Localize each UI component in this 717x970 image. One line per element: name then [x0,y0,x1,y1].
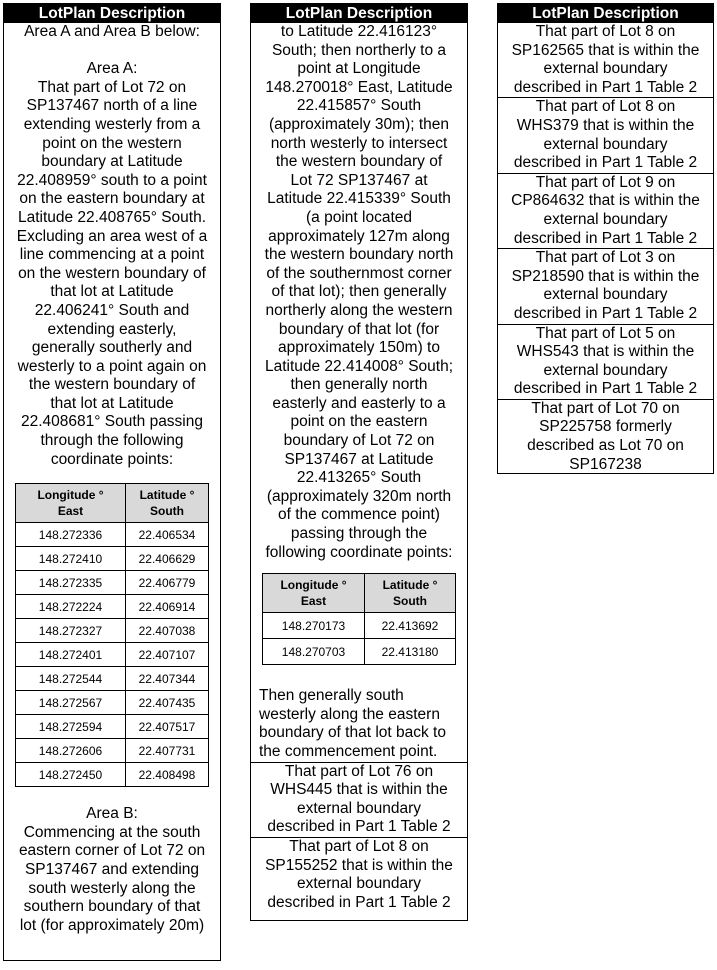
area-intro [4,23,220,469]
longitude-cell: 148.272450 [16,763,126,787]
text-line: described in Part 1 Table 2 [513,304,698,322]
text-line: Commencing at the south [23,823,201,841]
text-line: external boundary [543,210,668,228]
text-line: Excluding an area west of a [16,227,208,245]
area-b-continued-description [251,23,467,562]
text-line: That part of Lot 5 on [535,324,676,342]
table-row [263,639,456,665]
text-line: That part of Lot 72 on [37,78,187,96]
table-header-row [263,574,456,613]
text-line: the western boundary north [264,246,454,264]
text-line: easterly and easterly to a [272,394,446,412]
text-line: extending westerly from a [23,115,201,133]
lot-entry [498,324,713,399]
text-line: That part of Lot 3 on [535,249,676,267]
text-line: boundary at Latitude [41,153,183,171]
text-line: coordinate points: [50,450,174,468]
table-row [16,667,209,691]
text-line: then generally north [290,376,428,394]
text-line: SP155252 that is within the [265,856,453,874]
text-line: westerly to a point again on [17,357,207,375]
lot-entry [498,97,713,172]
table-row [16,547,209,571]
longitude-header: Longitude ° East [16,484,126,523]
text-line: SP137467 at Latitude [284,450,434,468]
text-line: That part of Lot 8 on [535,98,676,116]
latitude-cell: 22.407435 [126,691,209,715]
text-line: external boundary [296,875,422,893]
longitude-cell: 148.272594 [16,715,126,739]
text-line: northerly along the western [265,301,453,319]
lot-entry [498,399,713,474]
text-line: WHS543 that is within the [516,343,695,361]
text-line: south westerly along the [28,879,196,897]
lot-entry [251,763,467,837]
latitude-cell: 22.406629 [126,547,209,571]
table-header-row [16,484,209,523]
area-b-title: Area B: [86,805,138,823]
table-row [16,763,209,787]
lot-entry [498,23,713,97]
text-line: (approximately 320m north [266,487,452,505]
latitude-cell: 22.406534 [126,523,209,547]
text-line: (a point located [306,208,412,226]
latitude-cell: 22.408498 [126,763,209,787]
text-line: the commencement point. [259,743,438,760]
text-line: WHS379 that is within the [516,116,695,134]
lot-entry [498,248,713,323]
latitude-cell: 22.407038 [126,619,209,643]
column-header: LotPlan Description [4,4,220,23]
text-line: boundary of that lot (for [278,320,440,338]
text-line: Latitude 22.408765° South. [17,208,207,226]
longitude-cell: 148.272327 [16,619,126,643]
text-line: line commencing at a point [19,246,205,264]
latitude-header: Latitude ° South [365,574,456,613]
text-line: of that lot); then generally [271,283,447,301]
latitude-cell: 22.407107 [126,643,209,667]
latitude-cell: 22.413180 [365,639,456,665]
text-line: 22.408681° South passing [20,413,203,431]
table-row [16,595,209,619]
text-line: That part of Lot 8 on [535,23,676,40]
text-line: described in Part 1 Table 2 [267,893,451,911]
text-line: That part of Lot 9 on [535,173,676,191]
table-row [16,619,209,643]
text-line: SP225758 formerly [539,418,672,436]
text-line: external boundary [296,799,422,817]
text-line: passing through the [290,525,428,543]
text-line: Lot 72 SP137467 at [290,171,428,189]
text-line: CP864632 that is within the [511,192,700,210]
lotplan-column-2 [250,3,468,921]
text-line: on the eastern boundary at [19,190,205,208]
latitude-cell: 22.407517 [126,715,209,739]
table-row [16,691,209,715]
text-line: north westerly to intersect [270,134,448,152]
text-line: external boundary [543,286,668,304]
text-line: SP162565 that is within the [511,41,700,59]
longitude-cell: 148.272544 [16,667,126,691]
text-line: westerly along the eastern [259,705,440,723]
area-b-description [7,824,217,936]
latitude-cell: 22.406914 [126,595,209,619]
text-line: to Latitude 22.416123° [280,23,438,40]
text-line: Latitude 22.415339° South [267,190,451,208]
text-line: approximately 150m) to [278,339,440,357]
text-line: lot (for approximately 20m) [19,916,205,934]
lot-entry [498,173,713,248]
text-line: external boundary [543,60,668,78]
text-line: point at Longitude [297,60,421,78]
closing-description [251,687,467,761]
table-row [16,523,209,547]
latitude-header: Latitude ° South [126,484,209,523]
text-line: WHS445 that is within the [270,781,448,799]
text-line: following coordinate points: [265,543,453,561]
table-row [263,613,456,639]
latitude-cell: 22.406779 [126,571,209,595]
text-line: SP137467 and extending [24,861,200,879]
text-line: that lot at Latitude [50,394,174,412]
longitude-cell: 148.270703 [263,639,365,665]
table-row [16,643,209,667]
text-line: the western boundary of [275,153,443,171]
area-b-block [4,805,220,935]
text-line: that lot at Latitude [50,283,174,301]
text-line: boundary of that lot back to [259,724,446,742]
text-line: 22.406241° South and [34,301,190,319]
text-line: 22.413265° South [296,469,422,487]
area-a-coordinate-table [15,483,209,787]
text-line: point on the western [42,134,182,152]
table-row [16,739,209,763]
lotplan-column-1 [3,3,221,961]
text-line: boundary of Lot 72 on [283,432,435,450]
text-line: (approximately 30m); then [268,115,450,133]
text-line: described in Part 1 Table 2 [513,78,698,96]
area-a-description [7,79,217,469]
text-line: generally southerly and [31,339,193,357]
text-line: SP137467 north of a line [26,97,198,115]
text-line: 148.270018° East, Latitude [265,78,453,96]
text-line: described in Part 1 Table 2 [513,380,698,398]
text-line: of the southernmost corner [266,264,452,282]
text-line: That part of Lot 76 on [284,762,434,780]
intro-text: Area A and Area B below: [24,23,200,40]
longitude-header: Longitude ° East [263,574,365,613]
text-line: Then generally south [259,687,404,705]
text-line: 22.415857° South [296,97,422,115]
longitude-cell: 148.272410 [16,547,126,571]
text-line: described in Part 1 Table 2 [267,818,451,836]
text-line: described as Lot 70 on [527,437,684,455]
text-line: extending easterly, [47,320,177,338]
text-line: described in Part 1 Table 2 [513,229,698,247]
text-line: through the following [40,432,184,450]
lot-entry [251,837,467,912]
longitude-cell: 148.272401 [16,643,126,667]
text-line: eastern corner of Lot 72 on [18,842,206,860]
text-line: 22.408959° south to a point [17,171,207,189]
text-line: of the commence point) [278,506,440,524]
text-line: approximately 127m along [268,227,450,245]
text-line: external boundary [543,361,668,379]
area-b-coordinate-table [262,573,456,665]
text-line: Latitude 22.414008° South; [264,357,454,375]
text-line: external boundary [543,135,668,153]
area-a-title: Area A: [86,60,138,78]
lotplan-column-3 [497,3,714,474]
text-line: on the western boundary of [18,264,206,282]
column-header: LotPlan Description [251,4,467,23]
longitude-cell: 148.272567 [16,691,126,715]
text-line: the western boundary of [28,376,196,394]
text-line: SP167238 [569,455,642,473]
table-row [16,571,209,595]
text-line: southern boundary of that [23,898,201,916]
text-line: South; then northerly to a [271,41,447,59]
column-header: LotPlan Description [498,4,713,23]
text-line: That part of Lot 8 on [289,837,429,855]
text-line: That part of Lot 70 on [531,399,680,417]
latitude-cell: 22.413692 [365,613,456,639]
latitude-cell: 22.407344 [126,667,209,691]
text-line: described in Part 1 Table 2 [513,154,698,172]
text-line: SP218590 that is within the [511,267,700,285]
longitude-cell: 148.272224 [16,595,126,619]
longitude-cell: 148.272336 [16,523,126,547]
latitude-cell: 22.407731 [126,739,209,763]
text-line: point on the eastern [290,413,428,431]
longitude-cell: 148.272335 [16,571,126,595]
longitude-cell: 148.272606 [16,739,126,763]
table-row [16,715,209,739]
longitude-cell: 148.270173 [263,613,365,639]
